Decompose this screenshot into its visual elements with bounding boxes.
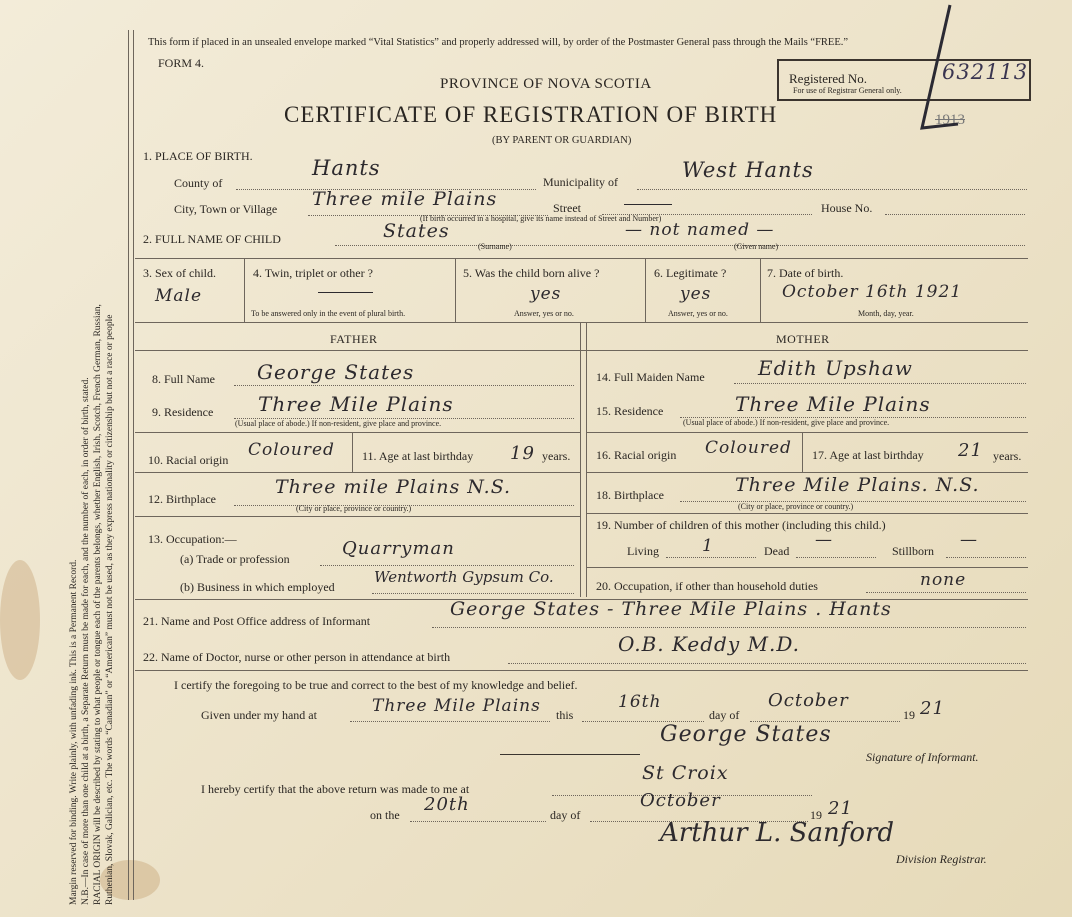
father-birthplace-note: (City or place, province or country.)	[296, 504, 412, 513]
margin-notes	[68, 5, 116, 905]
alive-note: Answer, yes or no.	[514, 309, 574, 318]
legitimate-value: yes	[680, 284, 712, 304]
given-under-label: Given under my hand at	[201, 708, 317, 722]
father-residence-value: Three Mile Plains	[258, 392, 454, 416]
county-label: County of	[174, 176, 223, 190]
mother-occupation-label: 20. Occupation, if other than household duties	[596, 579, 818, 593]
mother-name-value: Edith Upshaw	[758, 356, 913, 380]
mother-birthplace-value: Three Mile Plains. N.S.	[735, 474, 980, 496]
mother-racial-origin-value: Coloured	[705, 438, 792, 458]
registrar-note: For use of Registrar General only.	[793, 86, 902, 95]
father-years: years.	[542, 449, 571, 463]
father-birthplace-value: Three mile Plains N.S.	[275, 476, 512, 498]
certify-text: I certify the foregoing to be true and correct to the best of my knowledge and belief.	[174, 678, 578, 692]
father-age-value: 19	[510, 443, 535, 464]
father-racial-origin-label: 10. Racial origin	[148, 453, 229, 467]
twin-dash	[318, 292, 373, 293]
city-value: Three mile Plains	[312, 188, 498, 210]
return-year-value: 21	[828, 798, 853, 819]
mother-age-label: 17. Age at last birthday	[812, 448, 924, 462]
legitimate-note: Answer, yes or no.	[668, 309, 728, 318]
given-day-value: 16th	[618, 692, 662, 712]
postal-notice: This form if placed in an unsealed envelope marked “Vital Statistics” and properly addressed will, by order of the Postmaster General pass through the Mails “FREE.”	[148, 37, 849, 48]
mother-birthplace-label: 18. Birthplace	[596, 488, 664, 502]
mother-name-label: 14. Full Maiden Name	[596, 370, 705, 384]
registrar-caption: Division Registrar.	[896, 852, 987, 866]
place-of-birth-label: 1. PLACE OF BIRTH.	[143, 149, 253, 163]
mother-racial-origin-label: 16. Racial origin	[596, 448, 677, 462]
given-month-value: October	[768, 690, 849, 711]
form-number: FORM 4.	[158, 56, 205, 70]
this-label: this	[556, 708, 574, 722]
surname-caption: (Surname)	[478, 242, 512, 251]
legitimate-label: 6. Legitimate ?	[654, 266, 727, 280]
return-day-value: 20th	[424, 794, 470, 815]
date-of-birth-value: October 16th 1921	[782, 282, 963, 302]
mother-occupation-value: none	[920, 570, 967, 590]
living-label: Living	[627, 544, 659, 558]
registrar-signature: Arthur L. Sanford	[660, 818, 895, 848]
county-value: Hants	[312, 156, 381, 180]
child-given-name-value: — not named —	[625, 220, 775, 240]
mother-residence-value: Three Mile Plains	[735, 392, 931, 416]
father-trade-value: Quarryman	[342, 538, 455, 559]
father-name-value: George States	[257, 360, 415, 384]
mother-children-label: 19. Number of children of this mother (including this child.)	[596, 518, 886, 532]
registered-label: Registered No.	[789, 71, 867, 86]
return-place-value: St Croix	[642, 762, 729, 784]
alive-value: yes	[530, 284, 562, 304]
year-stamp: 1913	[935, 112, 965, 128]
father-racial-origin-value: Coloured	[248, 440, 335, 460]
margin-note: Margin reserved for binding. Write plainly, with unfading ink. This is a Permanent Record.	[69, 559, 79, 905]
city-label: City, Town or Village	[174, 202, 278, 216]
margin-rule	[128, 30, 129, 900]
father-age-label: 11. Age at last birthday	[362, 449, 474, 463]
father-business-label: (b) Business in which employed	[180, 580, 335, 594]
doctor-value: O.B. Keddy M.D.	[618, 632, 801, 656]
child-surname-value: States	[383, 220, 450, 242]
father-heading: FATHER	[330, 332, 378, 346]
registered-number: 632113	[942, 60, 1029, 84]
margin-note: Ruthenian, Slovak, Galician, etc. The words “Canadian” or “American” must not be used, as they express nationality or citizenship but not a race or people	[105, 314, 115, 905]
street-dash	[624, 204, 672, 205]
hospital-note: (If birth occurred in a hospital, give its name instead of Street and Number)	[420, 214, 662, 223]
date-note: Month, day, year.	[858, 309, 914, 318]
stillborn-value: —	[960, 530, 978, 550]
document-title: CERTIFICATE OF REGISTRATION OF BIRTH	[284, 102, 778, 127]
father-birthplace-label: 12. Birthplace	[148, 492, 216, 506]
alive-label: 5. Was the child born alive ?	[463, 266, 600, 280]
given-year-prefix: 19	[903, 708, 915, 722]
day-of-label: day of	[709, 708, 740, 722]
margin-note: RACIAL ORIGIN will be described by stating to what people or tongue each of the parents belongs, whether English, Irish, Scotch, French German, Russian,	[93, 304, 103, 905]
child-name-label: 2. FULL NAME OF CHILD	[143, 232, 281, 246]
father-residence-label: 9. Residence	[152, 405, 214, 419]
father-occupation-label: 13. Occupation:—	[148, 532, 237, 546]
stain	[0, 560, 40, 680]
margin-rule	[133, 30, 134, 900]
mother-years: years.	[993, 449, 1022, 463]
sex-label: 3. Sex of child.	[143, 266, 216, 280]
given-year-value: 21	[920, 698, 945, 719]
given-name-caption: (Given name)	[734, 242, 779, 251]
registrar-check-mark	[900, 0, 970, 140]
street-label: Street	[553, 201, 581, 215]
return-month-value: October	[640, 790, 721, 811]
doctor-label: 22. Name of Doctor, nurse or other person in attendance at birth	[143, 650, 451, 664]
dead-label: Dead	[764, 544, 790, 558]
on-the-label: on the	[370, 808, 400, 822]
informant-signature-caption: Signature of Informant.	[866, 750, 979, 764]
informant-signature: George States	[660, 722, 832, 747]
father-trade-label: (a) Trade or profession	[180, 552, 290, 566]
father-business-value: Wentworth Gypsum Co.	[374, 568, 554, 586]
municipality-value: West Hants	[682, 158, 814, 182]
province-title: PROVINCE OF NOVA SCOTIA	[440, 76, 652, 92]
twin-label: 4. Twin, triplet or other ?	[253, 266, 373, 280]
father-name-label: 8. Full Name	[152, 372, 215, 386]
informant-label: 21. Name and Post Office address of Informant	[143, 614, 371, 628]
given-place-value: Three Mile Plains	[372, 696, 541, 716]
mother-birthplace-note: (City or place, province or country.)	[738, 502, 854, 511]
mother-heading: MOTHER	[776, 332, 830, 346]
stillborn-label: Stillborn	[892, 544, 935, 558]
margin-note: N.B.—In case of more than one child at a birth, a Separate Return must be made for each, and the number of each, in order of birth, stated.	[81, 377, 91, 905]
date-of-birth-label: 7. Date of birth.	[767, 266, 844, 280]
document-subtitle: (BY PARENT OR GUARDIAN)	[492, 135, 632, 146]
sex-value: Male	[155, 286, 203, 306]
mother-residence-note: (Usual place of abode.) If non-resident, give place and province.	[683, 418, 890, 427]
living-value: 1	[702, 536, 714, 556]
informant-value: George States - Three Mile Plains . Hants	[450, 598, 892, 620]
mother-residence-label: 15. Residence	[596, 404, 664, 418]
father-residence-note: (Usual place of abode.) If non-resident, give place and province.	[235, 419, 442, 428]
dead-value: —	[815, 530, 833, 550]
return-day-of-label: day of	[550, 808, 581, 822]
municipality-label: Municipality of	[543, 175, 618, 189]
return-year-prefix: 19	[810, 808, 822, 822]
return-text: I hereby certify that the above return was made to me at	[201, 782, 470, 796]
house-label: House No.	[821, 201, 873, 215]
twin-note: To be answered only in the event of plural birth.	[251, 309, 406, 318]
mother-age-value: 21	[958, 440, 983, 461]
